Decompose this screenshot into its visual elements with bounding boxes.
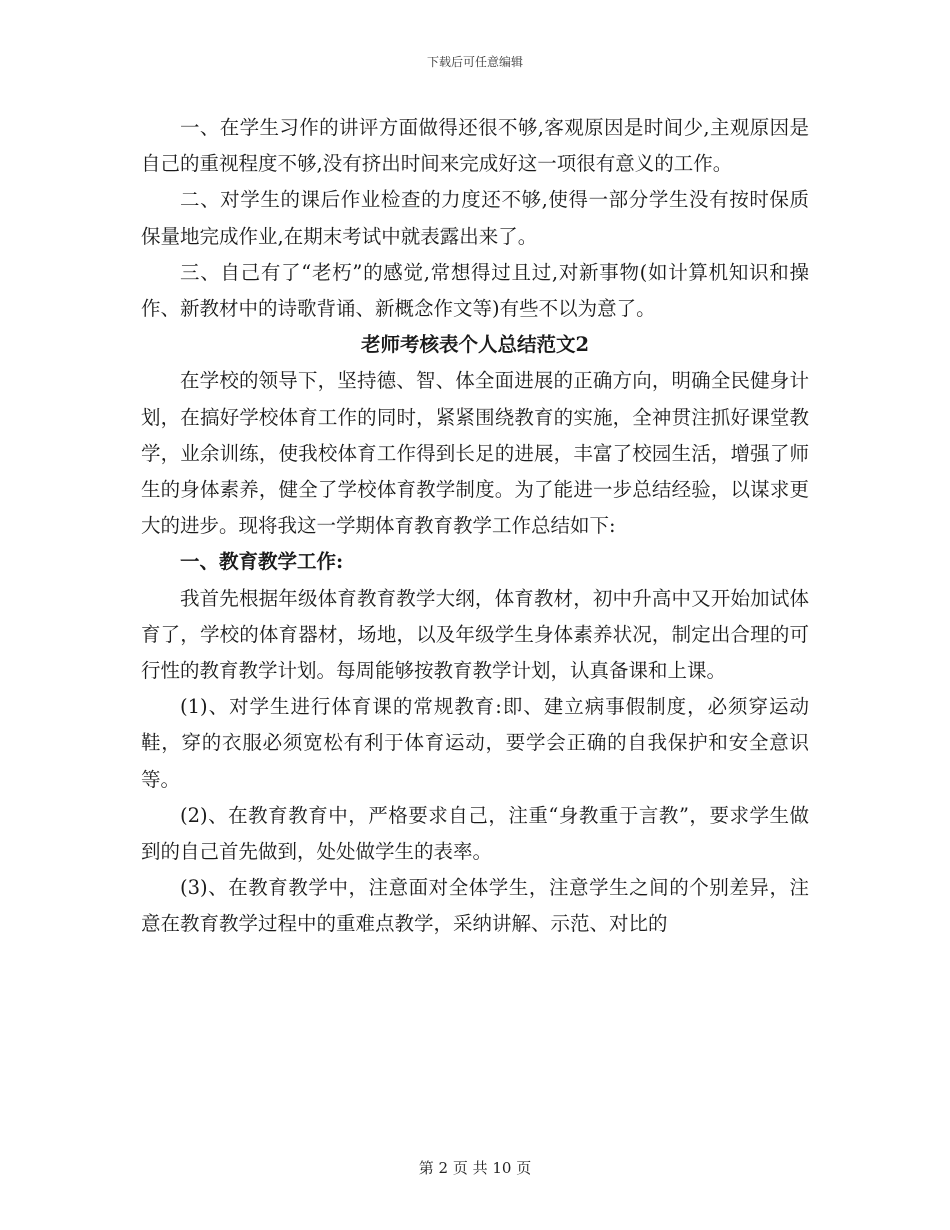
paragraph-6: (1)、对学生进行体育课的常规教育:即、建立病事假制度，必须穿运动鞋，穿的衣服必须宽松有利于体育运动，要学会正确的自我保护和安全意识等。: [141, 695, 809, 791]
paragraph-5: 我首先根据年级体育教育教学大纲，体育教材，初中升高中又开始加试体育了，学校的体育器材，场地，以及年级学生身体素养状况，制定出合理的可行性的教育教学计划。每周能够按教育教学计划，认真备课和上课。: [141, 586, 809, 683]
paragraph-2: 二、对学生的课后作业检查的力度还不够,使得一部分学生没有按时保质保量地完成作业,在期末考试中就表露出来了。: [141, 188, 809, 248]
section-title: 老师考核表个人总结范文2: [360, 333, 590, 357]
paragraph-8: (3)、在教育教学中，注意面对全体学生，注意学生之间的个别差异，注意在教育教学过程中的重难点教学，采纳讲解、示范、对比的: [141, 876, 809, 936]
subsection-heading: 一、教育教学工作:: [180, 550, 344, 574]
paragraph-3: 三、自己有了“老朽”的感觉,常想得过且过,对新事物(如计算机知识和操作、新教材中的诗歌背诵、新概念作文等)有些不以为意了。: [141, 260, 809, 321]
paragraph-4: 在学校的领导下，坚持德、智、体全面进展的正确方向，明确全民健身计划，在搞好学校体育工作的同时，紧紧围绕教育的实施，全神贯注抓好课堂教学，业余训练，使我校体育工作得到长足的进展，丰富了校园生活，增强了师生的身体素养，健全了学校体育教学制度。为了能进一步总结经验，以谋求更大的进步。现将我这一学期体育教育教学工作总结如下:: [141, 369, 809, 538]
paragraph-7: (2)、在教育教育中，严格要求自己，注重“身教重于言教”，要求学生做到的自己首先做到，处处做学生的表率。: [141, 803, 809, 864]
page-footer: 第 2 页 共 10 页: [418, 1159, 532, 1177]
page-header: 下载后可任意编辑: [426, 55, 523, 69]
document-body: [141, 110, 809, 943]
paragraph-1: 一、在学生习作的讲评方面做得还很不够,客观原因是时间少,主观原因是自己的重视程度不够,没有挤出时间来完成好这一项很有意义的工作。: [141, 116, 809, 176]
